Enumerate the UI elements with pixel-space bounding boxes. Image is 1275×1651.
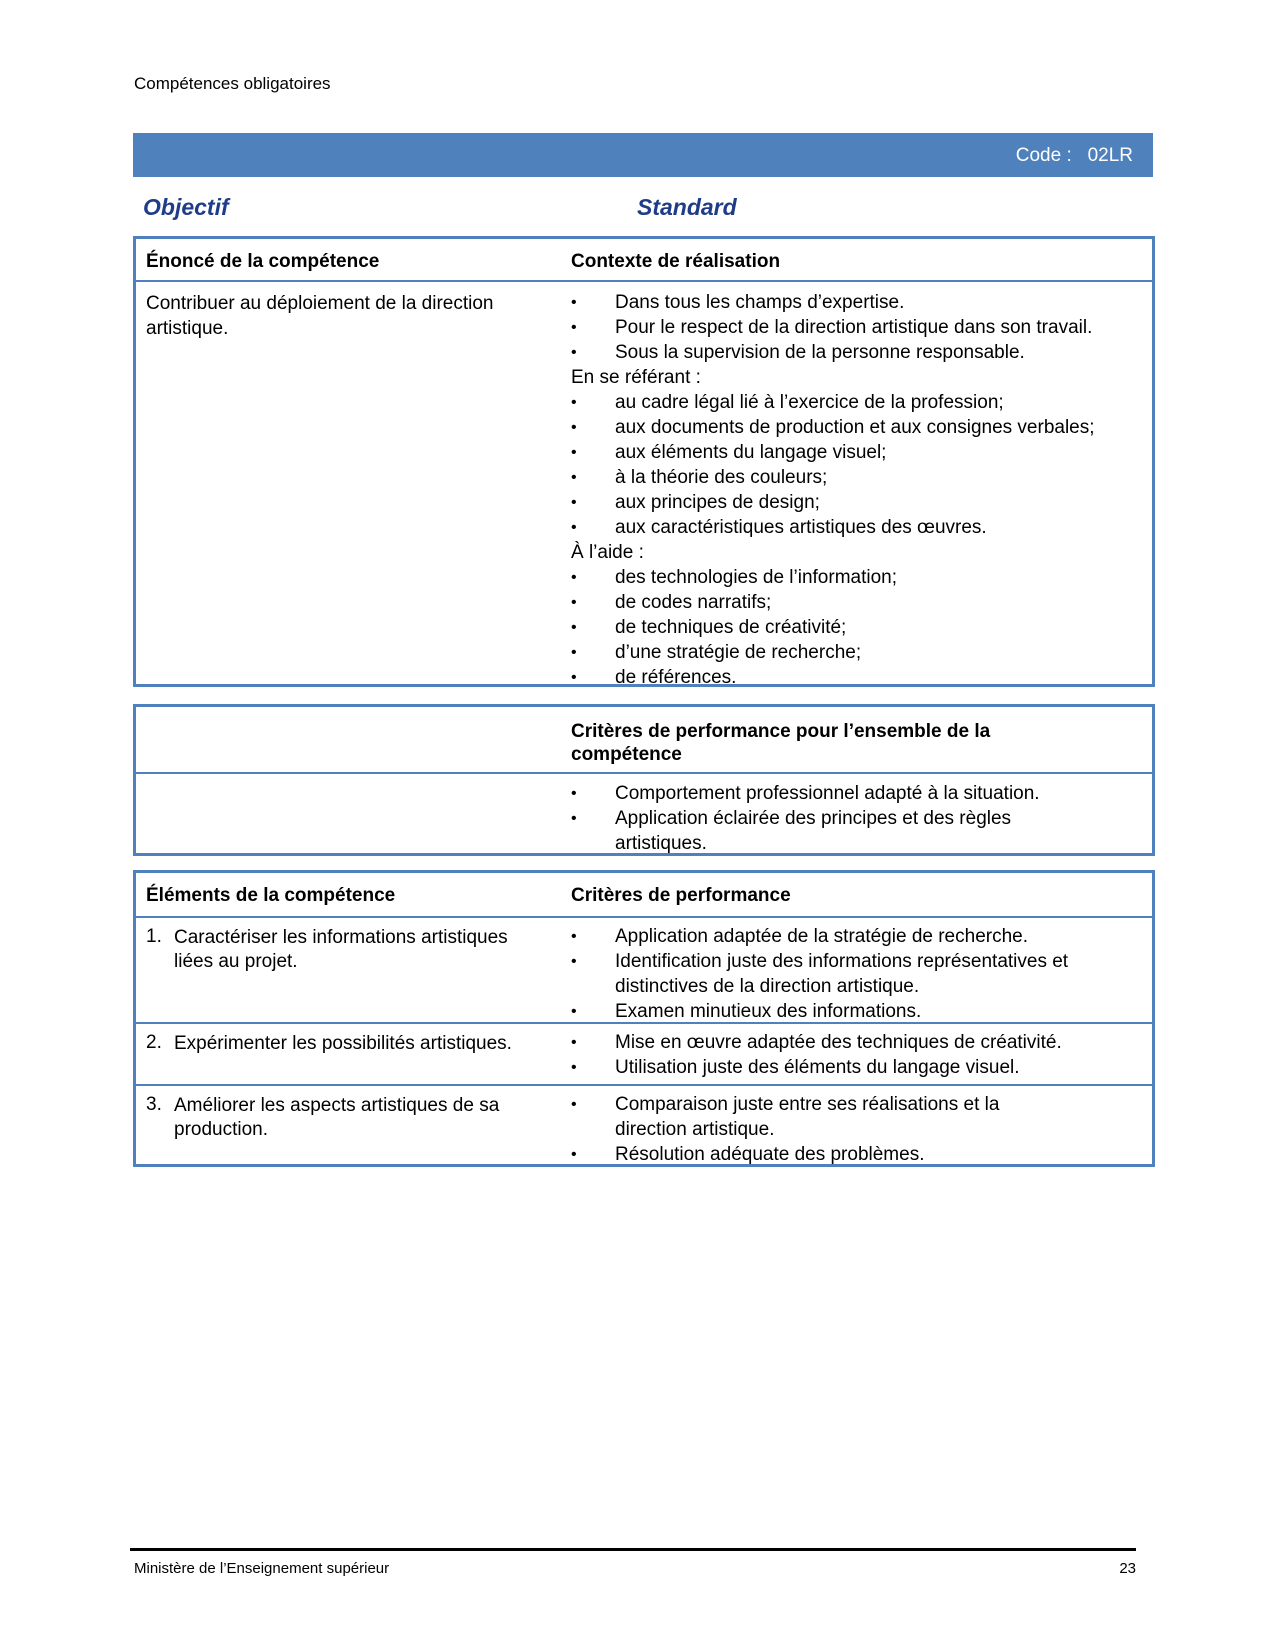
bullet-icon: • [571, 619, 577, 636]
context-item [571, 315, 1141, 340]
reference-item-text: aux éléments du langage visuel; [615, 442, 887, 463]
running-title: Compétences obligatoires [134, 74, 331, 93]
element-row [136, 916, 1152, 1022]
aid-item [571, 590, 1141, 615]
bullet-icon: • [571, 1146, 577, 1163]
context-item [571, 290, 1141, 315]
bullet-icon: • [571, 419, 577, 436]
element-rows [136, 916, 1152, 1164]
reference-item-text: à la théorie des couleurs; [615, 467, 828, 488]
element-text: Améliorer les aspects artistiques de sa production. [174, 1095, 500, 1140]
bullet-icon: • [571, 294, 577, 311]
bullet-icon: • [571, 519, 577, 536]
criterion-text: Application adaptée de la stratégie de recherche. [615, 926, 1028, 947]
bullet-icon: • [571, 669, 577, 686]
reference-item [571, 465, 1141, 490]
footer-rule [130, 1548, 1136, 1551]
aid-item [571, 665, 1141, 690]
bullet-icon: • [571, 953, 577, 970]
criterion-text: Résolution adéquate des problèmes. [615, 1144, 925, 1165]
aid-item-text: des technologies de l’information; [615, 567, 898, 588]
reference-item-text: au cadre légal lié à l’exercice de la profession; [615, 392, 1004, 413]
aid-label: À l’aide : [571, 542, 644, 563]
reference-item-text: aux caractéristiques artistiques des œuvres. [615, 517, 987, 538]
aid-item-text: de références. [615, 667, 737, 688]
context-list [571, 290, 1141, 690]
overall-criterion-text: Comportement professionnel adapté à la situation. [615, 783, 1040, 804]
code-bar [133, 133, 1153, 177]
elements-header-row [136, 873, 1152, 916]
statement-header-row [136, 239, 1152, 282]
bullet-icon: • [571, 594, 577, 611]
code-value: 02LR [1087, 145, 1133, 166]
aid-item-text: d’une stratégie de recherche; [615, 642, 862, 663]
elements-header: Éléments de la compétence [146, 885, 396, 906]
context-item [571, 340, 1141, 365]
context-header: Contexte de réalisation [571, 251, 781, 272]
criteria-cell [571, 1092, 1071, 1167]
reference-item [571, 415, 1141, 440]
bullet-icon: • [571, 394, 577, 411]
element-number: 3. [146, 1094, 162, 1115]
aid-item-text: de techniques de créativité; [615, 617, 847, 638]
bullet-icon: • [571, 319, 577, 336]
aid-item [571, 615, 1141, 640]
criterion [571, 1030, 1071, 1055]
criteria-header: Critères de performance [571, 885, 791, 906]
context-item-text: Dans tous les champs d’expertise. [615, 292, 905, 313]
criterion-text: Mise en œuvre adaptée des techniques de créativité. [615, 1032, 1062, 1053]
bullet-icon: • [571, 469, 577, 486]
criteria-cell [571, 1030, 1071, 1080]
criteria-list [571, 924, 1071, 1024]
aid-item-text: de codes narratifs; [615, 592, 772, 613]
reference-item [571, 440, 1141, 465]
reference-item [571, 515, 1141, 540]
overall-criterion-text: Application éclairée des principes et des règles artistiques. [615, 808, 1012, 854]
reference-item [571, 390, 1141, 415]
element-text: Expérimenter les possibilités artistiques. [174, 1033, 512, 1054]
element-row [136, 1022, 1152, 1084]
element-number: 1. [146, 926, 162, 947]
context-item-text: Sous la supervision de la personne responsable. [615, 342, 1025, 363]
criterion [571, 1092, 1071, 1142]
context-items [571, 290, 1141, 365]
element-text: Caractériser les informations artistiques liées au projet. [174, 927, 508, 972]
aid-item [571, 640, 1141, 665]
criterion-text: Utilisation juste des éléments du langage visuel. [615, 1057, 1020, 1078]
overall-criterion [571, 806, 1071, 856]
aid-item [571, 565, 1141, 590]
bullet-icon: • [571, 785, 577, 802]
element-number: 2. [146, 1032, 162, 1053]
criterion-text: Identification juste des informations représentatives et distinctives de la direction artistique. [615, 951, 1069, 997]
criterion [571, 949, 1071, 999]
bullet-icon: • [571, 569, 577, 586]
element-cell [146, 1032, 531, 1056]
bullet-icon: • [571, 1003, 577, 1020]
reference-items [571, 390, 1141, 540]
overall-items [571, 781, 1071, 856]
criterion [571, 924, 1071, 949]
overall-criteria-list [571, 781, 1071, 856]
page-number: 23 [1119, 1560, 1136, 1577]
bullet-icon: • [571, 1034, 577, 1051]
bullet-icon: • [571, 810, 577, 827]
bullet-icon: • [571, 344, 577, 361]
code-label-text: Code : [1015, 145, 1072, 166]
reference-item-text: aux principes de design; [615, 492, 820, 513]
bullet-icon: • [571, 1059, 577, 1076]
competence-statement: Contribuer au déploiement de la direction artistique. [146, 293, 494, 339]
overall-criteria-header: Critères de performance pour l’ensemble de la compétence [571, 721, 991, 765]
criterion [571, 999, 1071, 1024]
bullet-icon: • [571, 644, 577, 661]
overall-criteria-box [133, 704, 1155, 856]
element-row [136, 1084, 1152, 1164]
criteria-cell [571, 924, 1071, 1024]
overall-criterion [571, 781, 1071, 806]
reference-label: En se référant : [571, 367, 701, 388]
elements-box [133, 870, 1155, 1167]
bullet-icon: • [571, 494, 577, 511]
criterion [571, 1055, 1071, 1080]
code-label [1016, 145, 1133, 167]
overall-header-row [136, 707, 1152, 774]
bullet-icon: • [571, 928, 577, 945]
criterion [571, 1142, 1071, 1167]
standard-title: Standard [637, 194, 737, 220]
reference-item [571, 490, 1141, 515]
criterion-text: Examen minutieux des informations. [615, 1001, 922, 1022]
element-cell [146, 1094, 531, 1142]
bullet-icon: • [571, 1096, 577, 1113]
statement-header: Énoncé de la compétence [146, 251, 380, 272]
bullet-icon: • [571, 444, 577, 461]
aid-items [571, 565, 1141, 690]
footer-ministry: Ministère de l’Enseignement supérieur [134, 1560, 390, 1577]
criterion-text: Comparaison juste entre ses réalisations et la direction artistique. [615, 1094, 1000, 1140]
statement-box [133, 236, 1155, 687]
reference-item-text: aux documents de production et aux consignes verbales; [615, 417, 1095, 438]
criteria-list [571, 1030, 1071, 1080]
element-cell [146, 926, 531, 974]
objective-title: Objectif [143, 194, 229, 220]
criteria-list [571, 1092, 1071, 1167]
context-item-text: Pour le respect de la direction artistique dans son travail. [615, 317, 1093, 338]
